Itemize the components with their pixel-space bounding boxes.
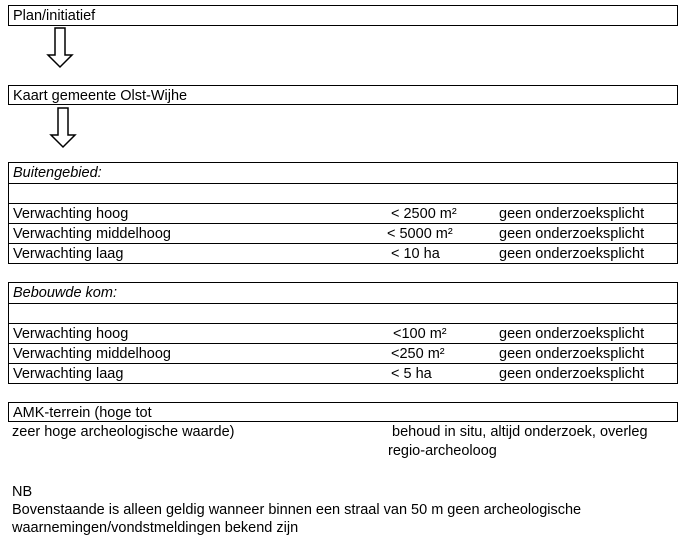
row-label: Verwachting laag <box>13 246 124 262</box>
row-size: < 10 ha <box>391 246 440 262</box>
note-heading: NB <box>12 484 33 500</box>
amk-line2: zeer hoge archeologische waarde) <box>12 424 235 440</box>
row-result: geen onderzoeksplicht <box>499 206 645 222</box>
row-size: < 5 ha <box>391 366 432 382</box>
row-result: geen onderzoeksplicht <box>499 326 645 342</box>
amk-table <box>8 402 678 422</box>
plan-box <box>8 5 678 26</box>
table-row <box>9 243 677 263</box>
table-row <box>9 343 677 363</box>
row-result: geen onderzoeksplicht <box>499 246 645 262</box>
empty-row <box>9 303 677 323</box>
row-result: geen onderzoeksplicht <box>499 366 645 382</box>
table-row <box>9 203 677 223</box>
bebouwde-kom-table <box>8 282 678 384</box>
down-arrow-icon <box>48 107 78 149</box>
bebouwde-kom-title: Bebouwde kom: <box>13 285 117 301</box>
table-row <box>9 223 677 243</box>
row-size: < 5000 m² <box>387 226 453 242</box>
kaart-label: Kaart gemeente Olst-Wijhe <box>13 88 188 104</box>
buitengebied-table <box>8 162 678 264</box>
buitengebied-header-row <box>9 163 677 183</box>
row-label: Verwachting hoog <box>13 326 129 342</box>
row-size: < 2500 m² <box>391 206 457 222</box>
row-label: Verwachting middelhoog <box>13 226 171 242</box>
row-size: <250 m² <box>391 346 445 362</box>
note-line2: waarnemingen/vondstmeldingen bekend zijn <box>12 520 299 536</box>
table-row <box>9 323 677 343</box>
note-line1: Bovenstaande is alleen geldig wanneer binnen een straal van 50 m geen archeologische <box>12 502 582 518</box>
row-result: geen onderzoeksplicht <box>499 226 645 242</box>
down-arrow-icon <box>45 27 75 69</box>
amk-result-line2: regio-archeoloog <box>388 443 497 459</box>
plan-label: Plan/initiatief <box>13 8 96 24</box>
row-label: Verwachting hoog <box>13 206 129 222</box>
kaart-box <box>8 85 678 105</box>
amk-line1: AMK-terrein (hoge tot <box>13 405 152 421</box>
amk-result-line1: behoud in situ, altijd onderzoek, overleg <box>392 424 648 440</box>
table-row <box>9 363 677 383</box>
row-result: geen onderzoeksplicht <box>499 346 645 362</box>
empty-row <box>9 183 677 203</box>
buitengebied-title: Buitengebied: <box>13 165 102 181</box>
row-label: Verwachting laag <box>13 366 124 382</box>
row-label: Verwachting middelhoog <box>13 346 171 362</box>
row-size: <100 m² <box>393 326 447 342</box>
bebouwde-kom-header-row <box>9 283 677 303</box>
